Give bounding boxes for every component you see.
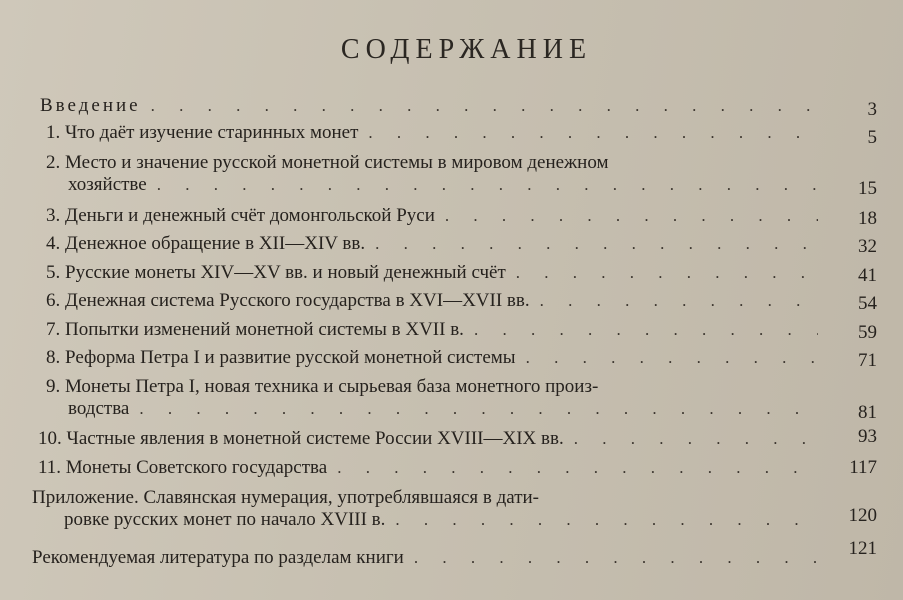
toc-entry-title-cont: хозяйстве <box>68 174 147 195</box>
toc-entry-title: Введение <box>40 95 141 116</box>
toc-entry-title: 3. Деньги и денежный счёт домонгольской Руси <box>46 205 435 226</box>
dot-leader <box>395 506 818 534</box>
toc-line <box>46 230 818 258</box>
toc-entry-title: 11. Монеты Советского государства <box>38 457 328 478</box>
toc-line <box>46 119 818 147</box>
toc-page-number: 32 <box>858 236 877 257</box>
toc-entry-title: Рекомендуемая литература по разделам книги <box>32 547 404 568</box>
toc-page-number: 93 <box>858 426 877 447</box>
toc-page-number: 5 <box>867 127 877 148</box>
toc-line <box>38 425 818 453</box>
dot-leader <box>574 425 818 453</box>
toc-line <box>68 395 818 423</box>
toc-page-number: 121 <box>848 538 877 559</box>
toc-entry-title: 8. Реформа Петра I и развитие русской монетной системы <box>46 347 516 368</box>
dot-leader <box>474 316 818 344</box>
dot-leader <box>445 202 818 230</box>
dot-leader <box>157 171 818 199</box>
toc-page-number: 18 <box>858 208 877 229</box>
toc-entry-title: 1. Что даёт изучение старинных монет <box>46 122 359 143</box>
toc-page-number: 71 <box>858 350 877 371</box>
toc-entry-title: 10. Частные явления в монетной системе России XVIII—XIX вв. <box>38 428 564 449</box>
toc-line <box>40 92 818 120</box>
toc-entry-title-cont: ровке русских монет по начало XVIII в. <box>64 509 386 530</box>
dot-leader <box>526 344 818 372</box>
toc-page-number: 41 <box>858 265 877 286</box>
toc-entry-title: 4. Денежное обращение в XII—XIV вв. <box>46 233 366 254</box>
dot-leader <box>540 287 818 315</box>
toc-page-number: 81 <box>858 402 877 423</box>
page-title: СОДЕРЖАНИЕ <box>340 34 593 65</box>
toc-line <box>68 171 818 199</box>
toc-page-number: 120 <box>848 505 877 526</box>
dot-leader <box>139 395 818 423</box>
toc-page-number: 54 <box>858 293 877 314</box>
toc-entry-title: 5. Русские монеты XIV—XV вв. и новый денежный счёт <box>46 262 506 283</box>
toc-page-number: 117 <box>849 457 877 478</box>
toc-page-number: 3 <box>867 99 877 120</box>
toc-page-number: 59 <box>858 322 877 343</box>
toc-line <box>32 544 818 572</box>
toc-line <box>46 316 818 344</box>
dot-leader <box>337 454 818 482</box>
dot-leader <box>368 119 818 147</box>
toc-page-number: 15 <box>858 178 877 199</box>
toc-line <box>46 287 818 315</box>
toc-line <box>46 202 818 230</box>
toc-entry-title: Приложение. Славянская нумерация, употреблявшаяся в дати- <box>32 487 539 508</box>
dot-leader <box>414 544 818 572</box>
dot-leader <box>516 259 818 287</box>
dot-leader <box>375 230 818 258</box>
toc-line <box>64 506 818 534</box>
toc-line <box>46 344 818 372</box>
toc-entry-title: 7. Попытки изменений монетной системы в XVII в. <box>46 319 464 340</box>
toc-entry-title: 6. Денежная система Русского государства в XVI—XVII вв. <box>46 290 530 311</box>
toc-entry-title-cont: водства <box>68 398 130 419</box>
toc-line <box>38 454 818 482</box>
toc-entry-title: 2. Место и значение русской монетной системы в мировом денежном <box>46 152 609 173</box>
toc-entry-title: 9. Монеты Петра I, новая техника и сырьевая база монетного произ- <box>46 376 599 397</box>
toc-line <box>46 259 818 287</box>
dot-leader <box>151 92 818 120</box>
